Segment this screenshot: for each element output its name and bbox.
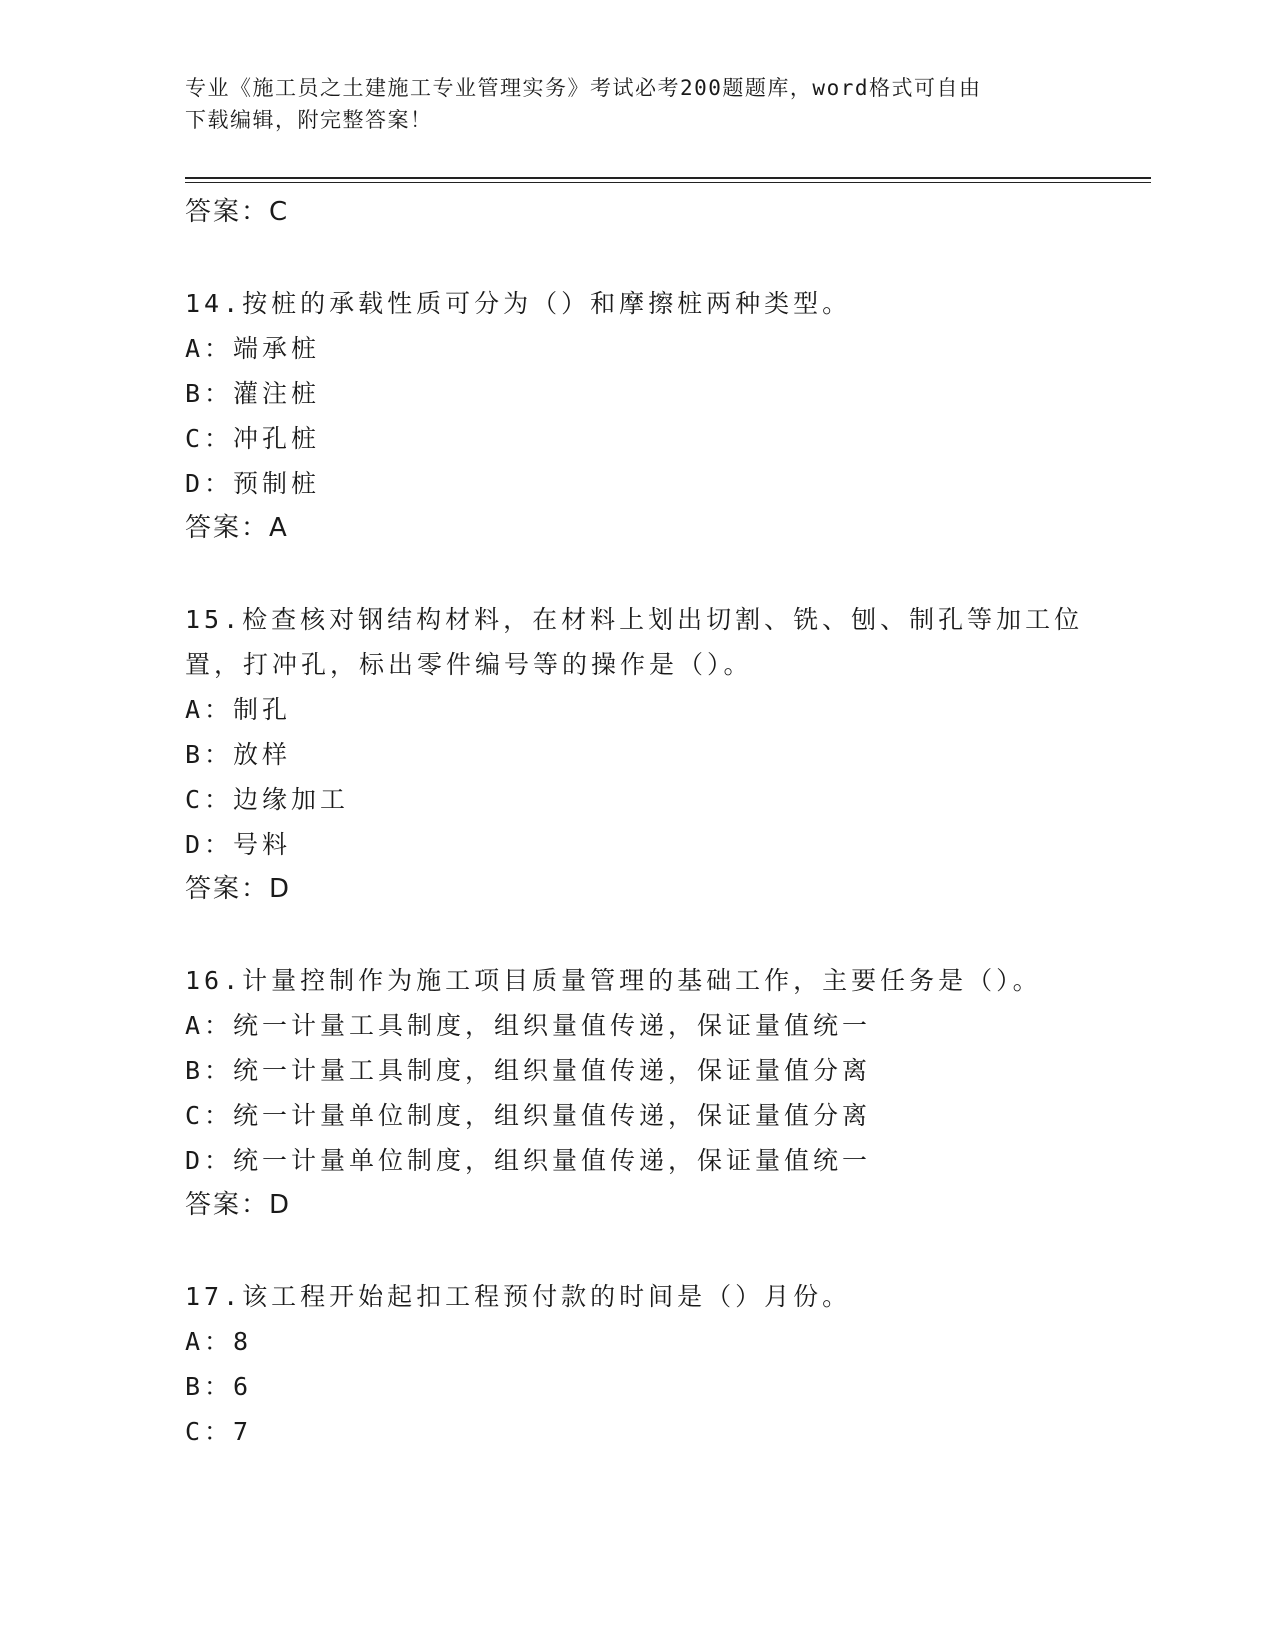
- question-stem: 14.按桩的承载性质可分为（）和摩擦桩两种类型。: [185, 289, 852, 318]
- question-stem: 17.该工程开始起扣工程预付款的时间是（）月份。: [185, 1282, 852, 1311]
- option-b: B：灌注桩: [185, 379, 321, 408]
- question-block: [185, 1274, 1085, 1454]
- option-a: A：端承桩: [185, 334, 321, 363]
- document-header: [185, 72, 1065, 136]
- option-b: B：6: [185, 1372, 253, 1401]
- option-a: A：制孔: [185, 695, 292, 724]
- question-block: [185, 958, 1085, 1228]
- option-b: B：统一计量工具制度，组织量值传递，保证量值分离: [185, 1056, 872, 1085]
- option-c: C：统一计量单位制度，组织量值传递，保证量值分离: [185, 1101, 872, 1130]
- header-rule-thick: [185, 177, 1151, 179]
- question-block: [185, 597, 1085, 912]
- answer-text: 答案：D: [185, 874, 292, 904]
- question-list: [185, 190, 1085, 1454]
- answer-text: 答案：A: [185, 513, 289, 543]
- header-rule-thin: [185, 182, 1151, 183]
- option-d: D：统一计量单位制度，组织量值传递，保证量值统一: [185, 1146, 872, 1175]
- option-d: D：号料: [185, 830, 292, 859]
- option-c: C：冲孔桩: [185, 424, 321, 453]
- question-stem: 16.计量控制作为施工项目质量管理的基础工作，主要任务是（）。: [185, 966, 1042, 995]
- answer-text: 答案：C: [185, 197, 290, 227]
- option-d: D：预制桩: [185, 469, 321, 498]
- header-line-2: 下载编辑，附完整答案！: [185, 108, 433, 132]
- question-stem: 15.检查核对钢结构材料，在材料上划出切割、铣、刨、制孔等加工位: [185, 605, 1084, 634]
- answer-text: 答案：D: [185, 1190, 292, 1220]
- question-block: [185, 281, 1085, 551]
- option-c: C：边缘加工: [185, 785, 350, 814]
- option-a: A：统一计量工具制度，组织量值传递，保证量值统一: [185, 1011, 872, 1040]
- option-c: C：7: [185, 1417, 253, 1446]
- header-line-1: 专业《施工员之土建施工专业管理实务》考试必考200题题库，word格式可自由: [185, 76, 982, 100]
- option-a: A：8: [185, 1327, 253, 1356]
- option-b: B：放样: [185, 740, 292, 769]
- question-stem-continued: 置，打冲孔，标出零件编号等的操作是（）。: [185, 650, 753, 679]
